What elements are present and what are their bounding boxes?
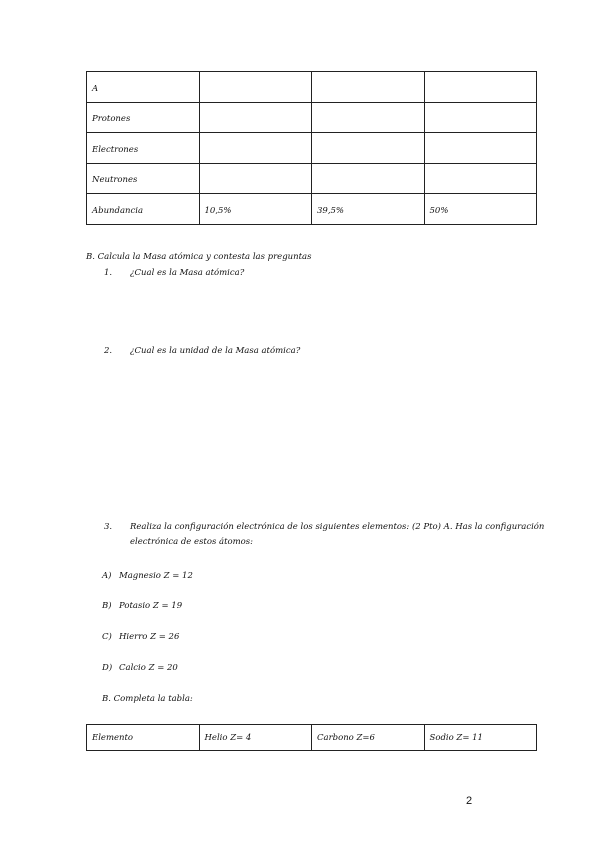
table-row xyxy=(87,133,537,164)
table-row xyxy=(87,102,537,133)
table-cell xyxy=(424,102,537,133)
item-letter: A) xyxy=(102,571,112,581)
question-1 xyxy=(104,268,244,278)
table-cell xyxy=(312,163,425,194)
item-letter: B) xyxy=(102,601,112,611)
table-row xyxy=(87,194,537,225)
question-text: ¿Cual es la unidad de la Masa atómica? xyxy=(130,346,301,356)
question-number: 3. xyxy=(104,522,113,532)
question-2 xyxy=(104,346,300,356)
table-cell xyxy=(424,163,537,194)
table-cell: 50% xyxy=(424,194,537,225)
element-item xyxy=(102,601,182,611)
row-label: Neutrones xyxy=(87,163,200,194)
table-cell xyxy=(312,72,425,103)
question-number: 1. xyxy=(104,268,113,278)
element-item xyxy=(102,663,178,673)
table-cell xyxy=(199,163,312,194)
element-table xyxy=(86,724,537,751)
row-label: Abundancia xyxy=(87,194,200,225)
table-cell xyxy=(312,102,425,133)
page-number: 2 xyxy=(466,795,473,807)
table-cell xyxy=(312,133,425,164)
table-row xyxy=(87,163,537,194)
table-cell xyxy=(424,133,537,164)
item-text: Calcio Z = 20 xyxy=(119,663,178,673)
element-item xyxy=(102,571,193,581)
question-text: ¿Cual es la Masa atómica? xyxy=(130,268,245,278)
table-cell: Elemento xyxy=(87,725,200,751)
row-label: Electrones xyxy=(87,133,200,164)
row-label: A xyxy=(87,72,200,103)
table-cell xyxy=(424,72,537,103)
table-row xyxy=(87,725,537,751)
table-cell: Carbono Z=6 xyxy=(312,725,425,751)
section-b-heading: B. Calcula la Masa atómica y contesta las preguntas xyxy=(86,252,312,262)
question-3-line2: electrónica de estos átomos: xyxy=(130,537,254,547)
table-row xyxy=(87,72,537,103)
question-3 xyxy=(104,522,544,532)
isotope-table xyxy=(86,71,537,225)
table-cell xyxy=(199,72,312,103)
item-text: Magnesio Z = 12 xyxy=(119,571,193,581)
item-text: Potasio Z = 19 xyxy=(119,601,183,611)
table-cell: Sodio Z= 11 xyxy=(424,725,537,751)
table-cell: 39,5% xyxy=(312,194,425,225)
table-cell xyxy=(199,102,312,133)
table-cell xyxy=(199,133,312,164)
table-cell: 10,5% xyxy=(199,194,312,225)
element-item xyxy=(102,632,179,642)
question-number: 2. xyxy=(104,346,113,356)
row-label: Protones xyxy=(87,102,200,133)
question-text-line1: Realiza la configuración electrónica de los siguientes elementos: (2 Pto) A. Has la configuración xyxy=(130,522,545,532)
item-text: Hierro Z = 26 xyxy=(119,632,180,642)
table-cell: Helio Z= 4 xyxy=(199,725,312,751)
complete-table-heading: B. Completa la tabla: xyxy=(102,694,193,704)
item-letter: C) xyxy=(102,632,112,642)
item-letter: D) xyxy=(102,663,113,673)
